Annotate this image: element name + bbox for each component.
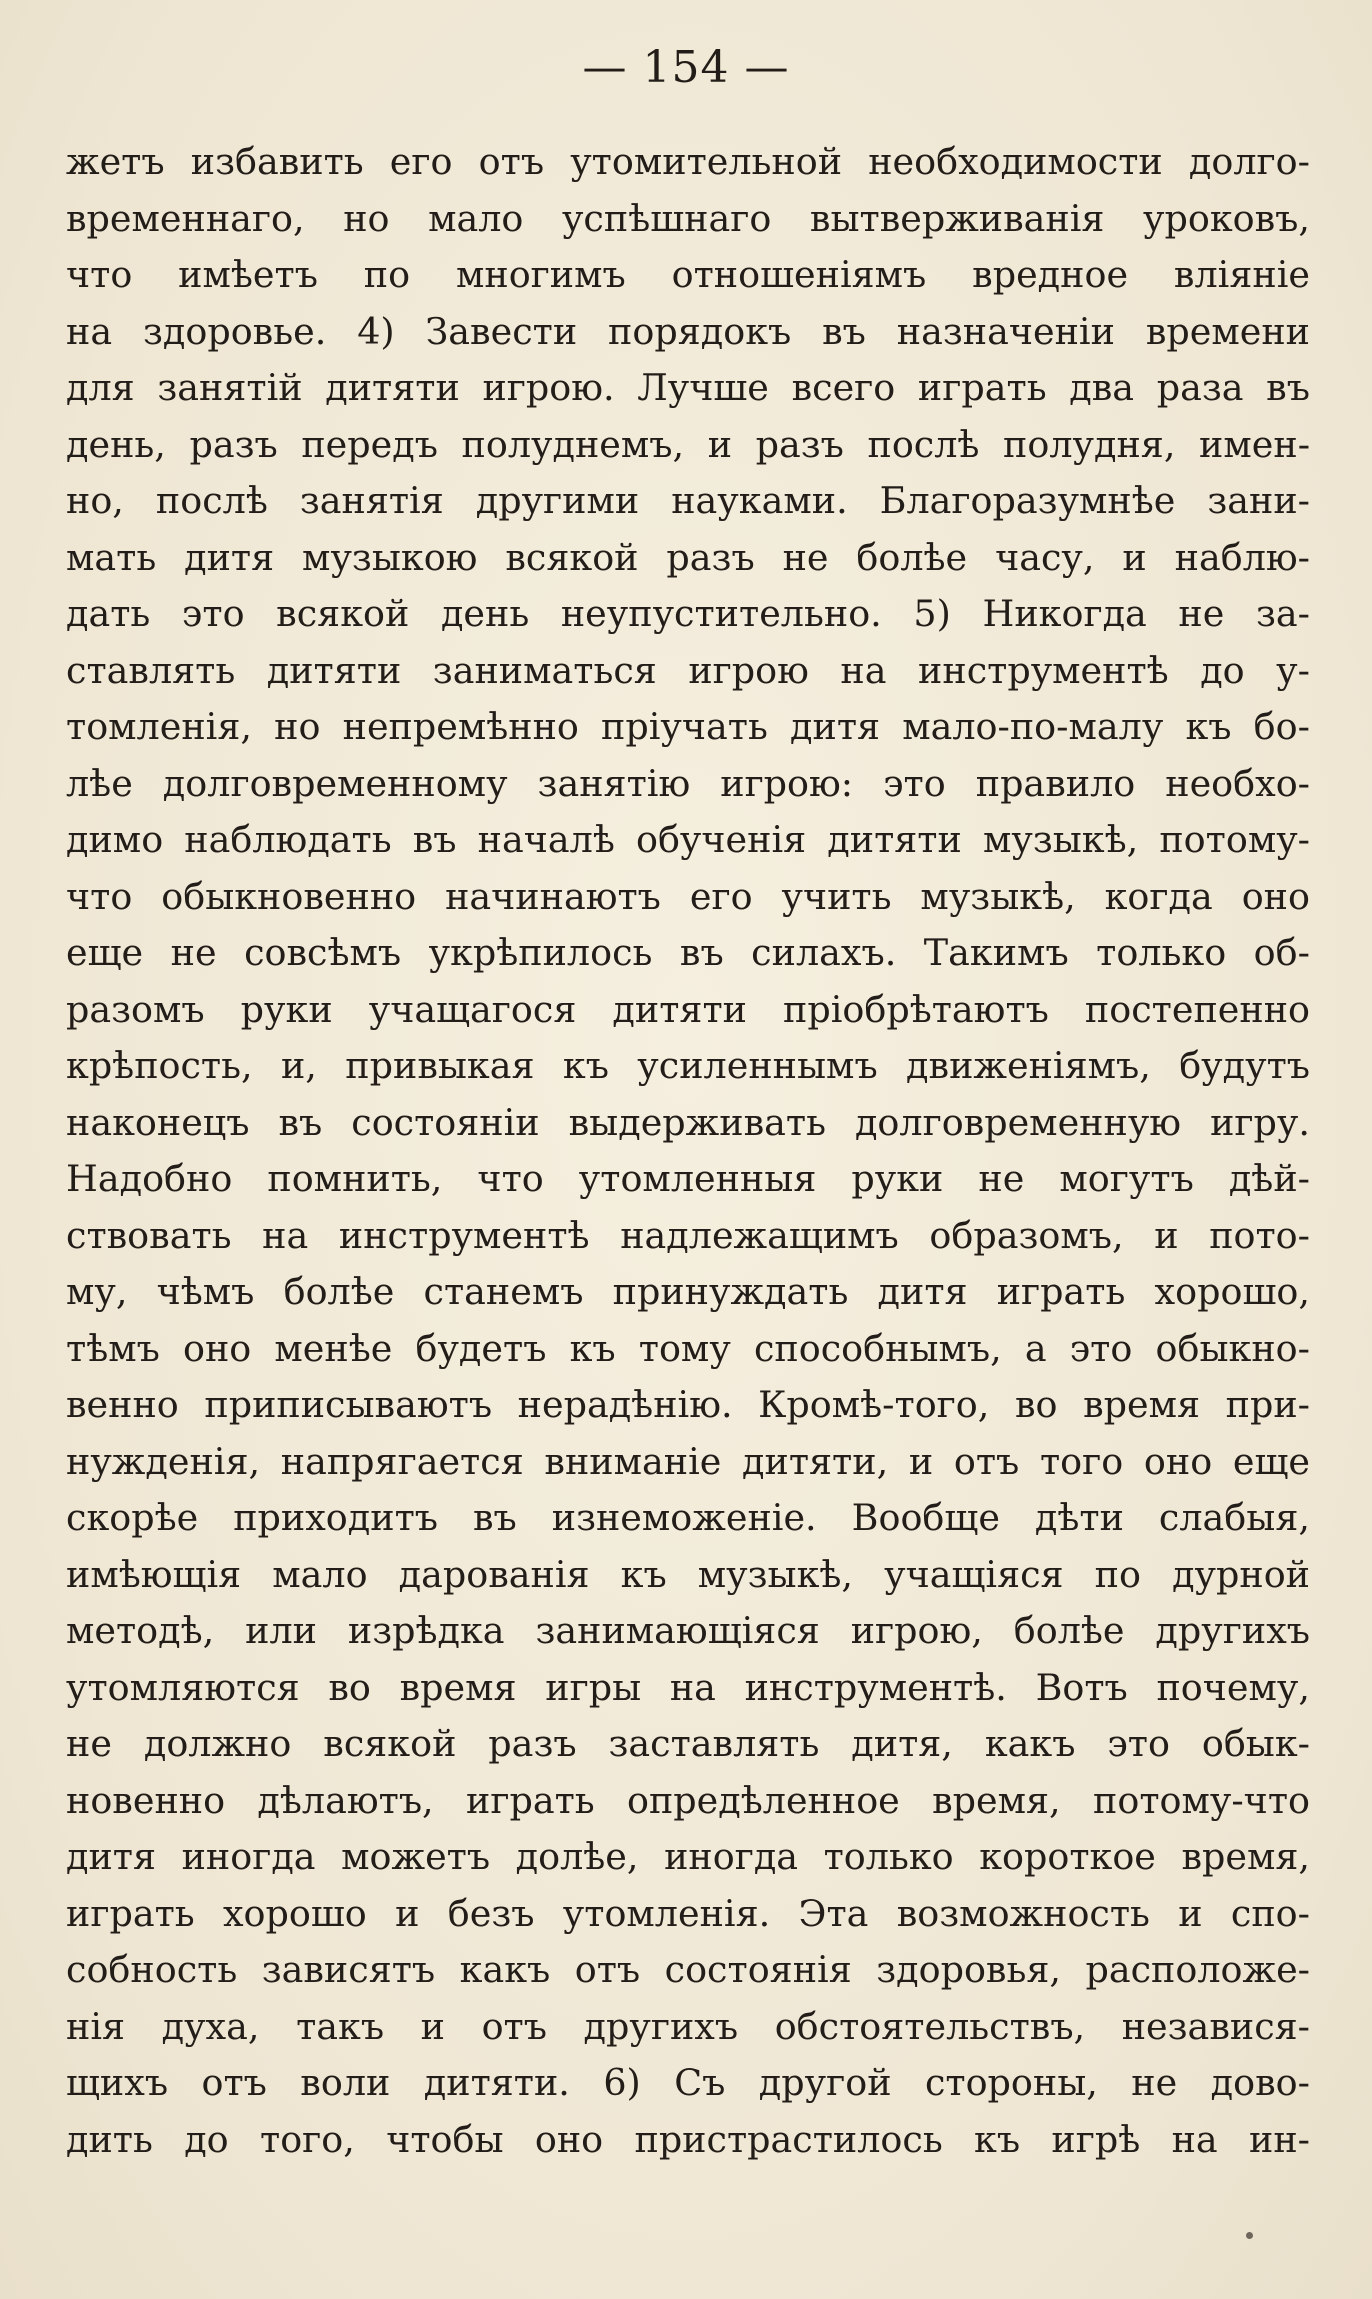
text-line: дить до того, чтобы оно пристрастилось къ игрѣ на ин- [66,2117,1310,2161]
text-line: наконецъ въ состояніи выдерживать долговременную игру. [66,1100,1310,1144]
text-line: разомъ руки учащагося дитяти пріобрѣтаютъ постепенно [66,987,1310,1031]
text-line: мать дитя музыкою всякой разъ не болѣе часу, и наблю- [66,535,1310,579]
text-line: скорѣе приходитъ въ изнеможеніе. Вообще дѣти слабыя, [66,1496,1310,1539]
text-line: методѣ, или изрѣдка занимающіяся игрою, болѣе другихъ [66,1609,1310,1652]
text-line: утомляются во время игры на инструментѣ. Вотъ почему, [66,1665,1310,1709]
text-line: собность зависятъ какъ отъ состоянія здоровья, расположе- [66,1948,1310,1991]
text-line: нужденія, напрягается вниманіе дитяти, и отъ того оно еще [66,1439,1310,1483]
text-line: крѣпость, и, привыкая къ усиленнымъ движеніямъ, будутъ [66,1044,1310,1087]
text-line: дать это всякой день неупустительно. 5) Никогда не за- [66,592,1310,635]
text-line: новенно дѣлаютъ, играть опредѣленное время, потому-что [66,1778,1310,1822]
text-line: но, послѣ занятія другими науками. Благоразумнѣе зани- [66,479,1310,522]
text-line: что имѣетъ по многимъ отношеніямъ вредное вліяніе [66,253,1310,296]
text-line: для занятій дитяти игрою. Лучше всего играть два раза въ [66,366,1310,409]
text-line: что обыкновенно начинаютъ его учить музыкѣ, когда оно [66,874,1310,918]
text-line: ставлять дитяти заниматься игрою на инструментѣ до у- [66,648,1310,692]
text-line: имѣющія мало дарованія къ музыкѣ, учащіяся по дурной [66,1552,1310,1596]
text-line: день, разъ передъ полуднемъ, и разъ послѣ полудня, имен- [66,422,1310,466]
text-line: на здоровье. 4) Завести порядокъ въ назначеніи времени [66,309,1310,353]
text-line: временнаго, но мало успѣшнаго вытверживанія уроковъ, [66,196,1310,240]
text-line: томленія, но непремѣнно пріучать дитя мало-по-малу къ бо- [66,705,1310,748]
text-line: ствовать на инструментѣ надлежащимъ образомъ, и пото- [66,1213,1310,1257]
text-line: венно приписываютъ нерадѣнію. Кромѣ-того, во время при- [66,1383,1310,1426]
text-line: играть хорошо и безъ утомленія. Эта возможность и спо- [66,1891,1310,1935]
text-line: жетъ избавить его отъ утомительной необходимости долго- [66,140,1310,183]
text-line: щихъ отъ воли дитяти. 6) Съ другой стороны, не дово- [66,2061,1310,2104]
text-line: не должно всякой разъ заставлять дитя, какъ это обык- [66,1722,1310,1765]
text-line: дитя иногда можетъ долѣе, иногда только короткое время, [66,1835,1310,1878]
text-line: тѣмъ оно менѣе будетъ къ тому способнымъ, а это обыкно- [66,1326,1310,1370]
text-line: димо наблюдать въ началѣ обученія дитяти музыкѣ, потому- [66,818,1310,861]
body-text [66,134,1310,2168]
text-line: еще не совсѣмъ укрѣпилось въ силахъ. Такимъ только об- [66,931,1310,974]
text-line: Надобно помнить, что утомленныя руки не могутъ дѣй- [66,1157,1310,1200]
text-line: нія духа, такъ и отъ другихъ обстоятельствъ, независя- [66,2004,1310,2048]
text-line: лѣе долговременному занятію игрою: это правило необхо- [66,761,1310,805]
text-line: му, чѣмъ болѣе станемъ принуждать дитя играть хорошо, [66,1270,1310,1313]
page-number: — 154 — [582,42,790,93]
ink-speck [1246,2232,1253,2239]
